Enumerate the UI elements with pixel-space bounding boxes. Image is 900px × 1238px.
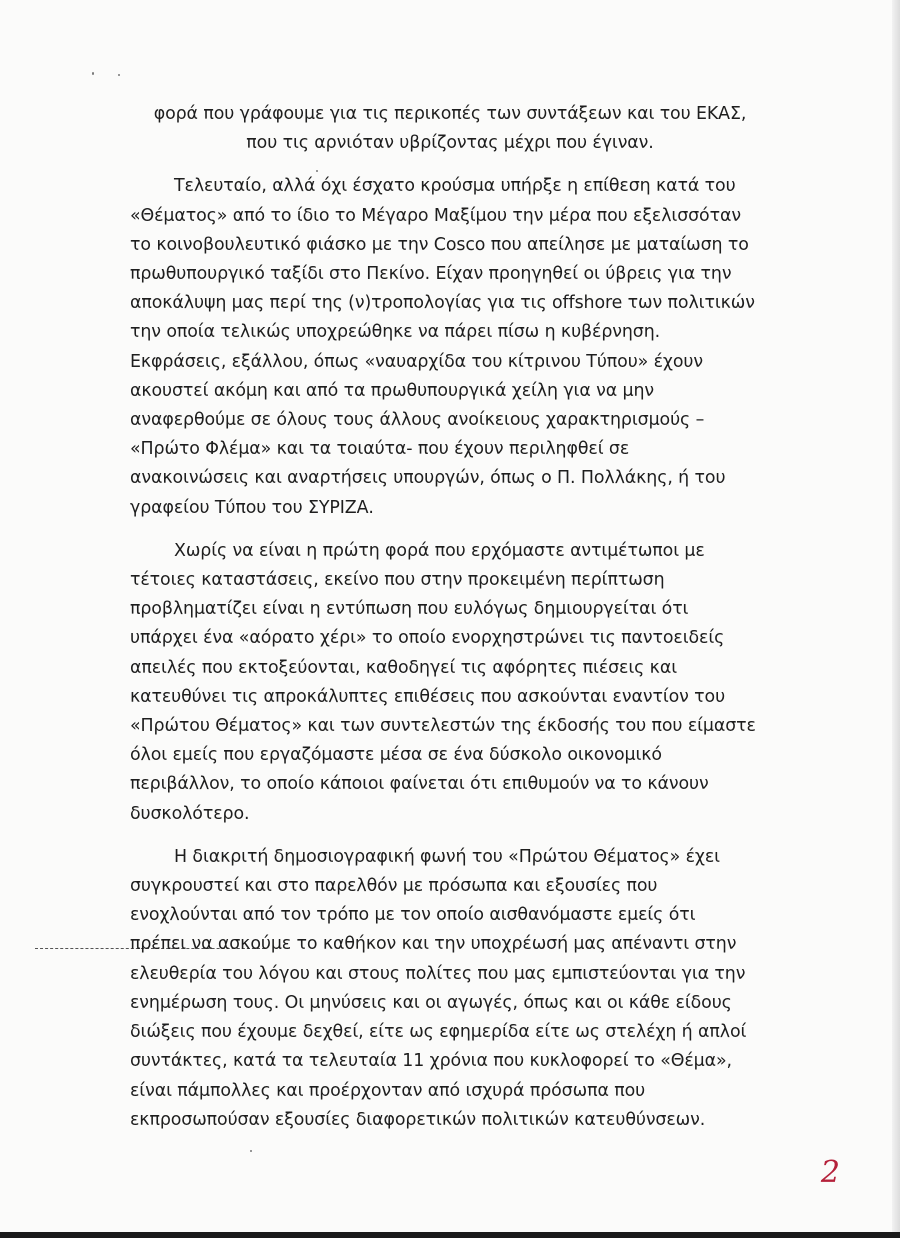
text-line: διώξεις που έχουμε δεχθεί, είτε ως εφημερίδα είτε ως στελέχη ή απλοί [130,1022,747,1043]
scan-speck [92,72,94,75]
text-line: ενοχλούνται από τον τρόπο με τον οποίο αισθανόμαστε εμείς ότι [130,905,696,926]
scan-speck [118,74,120,76]
scan-bottom-border [0,1232,900,1238]
scan-speck [250,1150,252,1152]
paragraph-3 [130,537,770,829]
paragraph-1 [130,100,770,158]
text-line: αποκάλυψη μας περί της (ν)τροπολογίας για τις offshore των πολιτικών [130,293,755,314]
handwritten-page-number: 2 [820,1155,840,1190]
text-line: που τις αρνιόταν υβρίζοντας μέχρι που έγιναν. [246,133,654,154]
letter-body [130,100,770,1149]
text-line: τέτοιες καταστάσεις, εκείνο που στην προκειμένη περίπτωση [130,570,665,591]
text-line: περιβάλλον, το οποίο κάποιοι φαίνεται ότι επιθυμούν να το κάνουν [130,774,709,795]
text-line: φορά που γράφουμε για τις περικοπές των συντάξεων και του ΕΚΑΣ, [153,104,747,124]
text-line: το κοινοβουλευτικό φιάσκο με την Cosco που απείλησε με ματαίωση το [130,234,749,255]
text-line: «Πρώτου Θέματος» και των συντελεστών της έκδοσής του που είμαστε [130,716,756,737]
text-line: συντάκτες, κατά τα τελευταία 11 χρόνια που κυκλοφορεί το «Θέμα», [130,1051,732,1072]
text-line: ακουστεί ακόμη και από τα πρωθυπουργικά χείλη για να μην [130,380,655,401]
text-line: Τελευταίο, αλλά όχι έσχατο κρούσμα υπήρξε η επίθεση κατά του [174,176,736,197]
text-line: πρέπει να ασκούμε το καθήκον και την υποχρέωσή μας απέναντι στην [130,934,737,955]
text-line: προβληματίζει είναι η εντύπωση που ευλόγως δημιουργείται ότι [130,599,689,620]
text-line: συγκρουστεί και στο παρελθόν με πρόσωπα και εξουσίες που [130,876,658,897]
text-line: κατευθύνει τις απροκάλυπτες επιθέσεις που ασκούνται εναντίον του [130,686,726,707]
text-line: «Πρώτο Φλέμα» και τα τοιαύτα- που έχουν περιληφθεί σε [130,439,630,460]
text-line: ανακοινώσεις και αναρτήσεις υπουργών, όπως ο Π. Πολλάκης, ή του [130,468,726,489]
text-line: Η διακριτή δημοσιογραφική φωνή του «Πρώτου Θέματος» έχει [174,846,720,867]
text-line: δυσκολότερο. [130,803,250,824]
text-line: πρωθυπουργικό ταξίδι στο Πεκίνο. Είχαν προηγηθεί οι ύβρεις για την [130,264,732,285]
text-line: γραφείου Τύπου του ΣΥΡΙΖΑ. [130,497,374,518]
text-line: «Θέματος» από το ίδιο το Μέγαρο Μαξίμου την μέρα που εξελισσόταν [130,205,741,226]
text-line: απειλές που εκτοξεύονται, καθοδηγεί τις αφόρητες πιέσεις και [130,657,677,678]
text-line: αναφερθούμε σε όλους τους άλλους ανοίκειους χαρακτηρισμούς – [130,410,705,431]
text-line: ελευθερία του λόγου και στους πολίτες που μας εμπιστεύονται για την [130,963,746,984]
paragraph-2 [130,172,770,522]
text-line: υπάρχει ένα «αόρατο χέρι» το οποίο ενορχηστρώνει τις παντοειδείς [130,628,725,649]
text-line: Χωρίς να είναι η πρώτη φορά που ερχόμαστε αντιμέτωποι με [174,540,705,561]
text-line: όλοι εμείς που εργαζόμαστε μέσα σε ένα δύσκολο οικονομικό [130,745,662,766]
text-line: εκπροσωπούσαν εξουσίες διαφορετικών πολιτικών κατευθύνσεων. [130,1109,706,1130]
text-line: την οποία τελικώς υποχρεώθηκε να πάρει πίσω η κυβέρνηση. [130,322,661,343]
text-line: Εκφράσεις, εξάλλου, όπως «ναυαρχίδα του κίτρινου Τύπου» έχουν [130,351,703,372]
text-line: ενημέρωση τους. Οι μηνύσεις και οι αγωγές, όπως και οι κάθε είδους [130,992,732,1013]
text-line: είναι πάμπολλες και προέρχονταν από ισχυρά πρόσωπα που [130,1080,646,1101]
paragraph-4 [130,843,770,1135]
page-right-edge-shadow [892,0,900,1238]
